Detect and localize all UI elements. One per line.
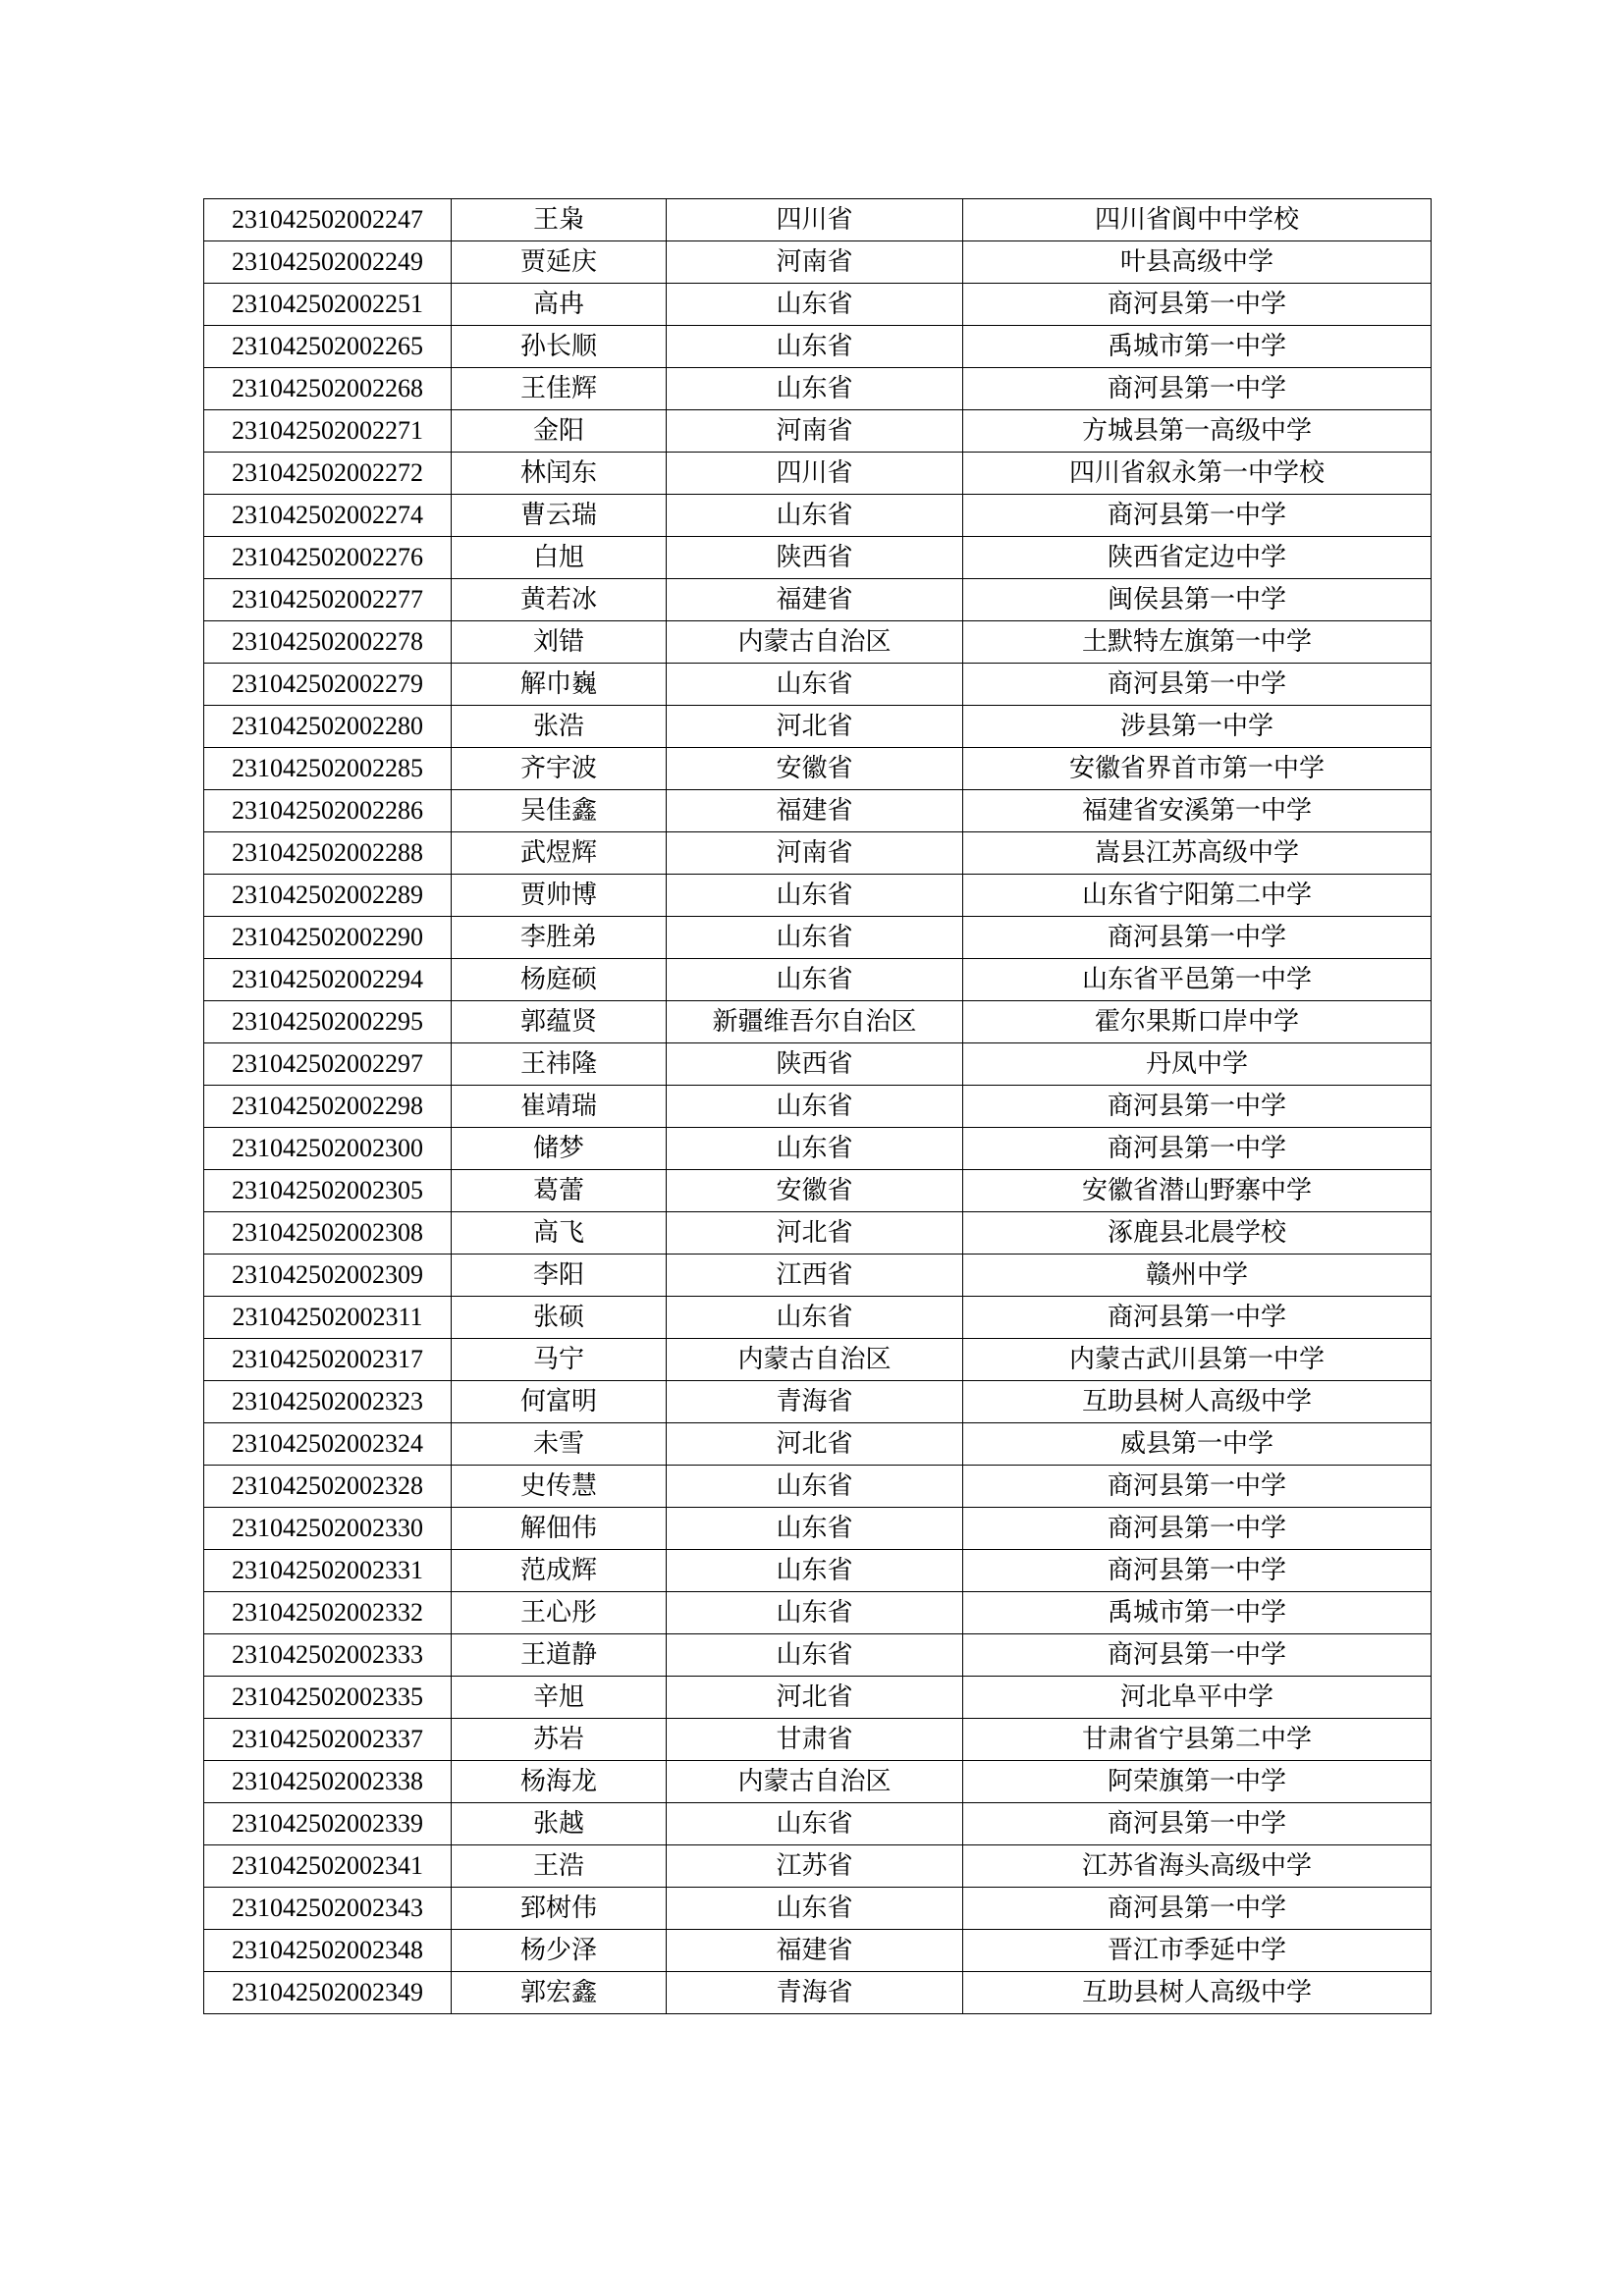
student-list-table bbox=[203, 198, 1432, 2014]
school-cell: 商河县第一中学 bbox=[963, 1086, 1432, 1128]
table-row bbox=[204, 1634, 1432, 1677]
student-name-cell: 武煜辉 bbox=[452, 832, 667, 875]
student-name-cell: 何富明 bbox=[452, 1381, 667, 1423]
school-cell: 涿鹿县北晨学校 bbox=[963, 1212, 1432, 1255]
exam-id-cell: 231042502002280 bbox=[204, 706, 452, 748]
school-cell: 土默特左旗第一中学 bbox=[963, 621, 1432, 664]
province-cell: 新疆维吾尔自治区 bbox=[667, 1001, 963, 1043]
table-row bbox=[204, 199, 1432, 241]
province-cell: 河南省 bbox=[667, 241, 963, 284]
table-row bbox=[204, 706, 1432, 748]
table-row bbox=[204, 790, 1432, 832]
school-cell: 丹凤中学 bbox=[963, 1043, 1432, 1086]
school-cell: 商河县第一中学 bbox=[963, 1550, 1432, 1592]
exam-id-cell: 231042502002265 bbox=[204, 326, 452, 368]
province-cell: 河南省 bbox=[667, 410, 963, 453]
province-cell: 福建省 bbox=[667, 579, 963, 621]
table-row bbox=[204, 326, 1432, 368]
student-name-cell: 解佃伟 bbox=[452, 1508, 667, 1550]
province-cell: 山东省 bbox=[667, 1297, 963, 1339]
student-name-cell: 贾延庆 bbox=[452, 241, 667, 284]
province-cell: 山东省 bbox=[667, 1592, 963, 1634]
exam-id-cell: 231042502002308 bbox=[204, 1212, 452, 1255]
exam-id-cell: 231042502002324 bbox=[204, 1423, 452, 1466]
province-cell: 四川省 bbox=[667, 453, 963, 495]
table-row bbox=[204, 453, 1432, 495]
exam-id-cell: 231042502002331 bbox=[204, 1550, 452, 1592]
exam-id-cell: 231042502002285 bbox=[204, 748, 452, 790]
exam-id-cell: 231042502002271 bbox=[204, 410, 452, 453]
province-cell: 山东省 bbox=[667, 1086, 963, 1128]
exam-id-cell: 231042502002277 bbox=[204, 579, 452, 621]
province-cell: 山东省 bbox=[667, 368, 963, 410]
school-cell: 商河县第一中学 bbox=[963, 495, 1432, 537]
province-cell: 山东省 bbox=[667, 1508, 963, 1550]
province-cell: 山东省 bbox=[667, 1550, 963, 1592]
exam-id-cell: 231042502002298 bbox=[204, 1086, 452, 1128]
exam-id-cell: 231042502002349 bbox=[204, 1972, 452, 2014]
student-name-cell: 王道静 bbox=[452, 1634, 667, 1677]
student-name-cell: 辛旭 bbox=[452, 1677, 667, 1719]
school-cell: 互助县树人高级中学 bbox=[963, 1381, 1432, 1423]
table-row bbox=[204, 1086, 1432, 1128]
exam-id-cell: 231042502002278 bbox=[204, 621, 452, 664]
province-cell: 福建省 bbox=[667, 790, 963, 832]
student-name-cell: 张越 bbox=[452, 1803, 667, 1845]
exam-id-cell: 231042502002295 bbox=[204, 1001, 452, 1043]
exam-id-cell: 231042502002333 bbox=[204, 1634, 452, 1677]
school-cell: 商河县第一中学 bbox=[963, 917, 1432, 959]
province-cell: 山东省 bbox=[667, 326, 963, 368]
school-cell: 商河县第一中学 bbox=[963, 664, 1432, 706]
school-cell: 陕西省定边中学 bbox=[963, 537, 1432, 579]
exam-id-cell: 231042502002330 bbox=[204, 1508, 452, 1550]
exam-id-cell: 231042502002288 bbox=[204, 832, 452, 875]
student-name-cell: 解巾巍 bbox=[452, 664, 667, 706]
table-row bbox=[204, 1845, 1432, 1888]
school-cell: 江苏省海头高级中学 bbox=[963, 1845, 1432, 1888]
province-cell: 江苏省 bbox=[667, 1845, 963, 1888]
table-row bbox=[204, 368, 1432, 410]
table-row bbox=[204, 1972, 1432, 2014]
exam-id-cell: 231042502002328 bbox=[204, 1466, 452, 1508]
province-cell: 安徽省 bbox=[667, 748, 963, 790]
exam-id-cell: 231042502002294 bbox=[204, 959, 452, 1001]
school-cell: 四川省叙永第一中学校 bbox=[963, 453, 1432, 495]
school-cell: 四川省阆中中学校 bbox=[963, 199, 1432, 241]
province-cell: 山东省 bbox=[667, 664, 963, 706]
exam-id-cell: 231042502002323 bbox=[204, 1381, 452, 1423]
table-row bbox=[204, 495, 1432, 537]
school-cell: 霍尔果斯口岸中学 bbox=[963, 1001, 1432, 1043]
school-cell: 商河县第一中学 bbox=[963, 1128, 1432, 1170]
exam-id-cell: 231042502002317 bbox=[204, 1339, 452, 1381]
student-name-cell: 高冉 bbox=[452, 284, 667, 326]
student-name-cell: 崔靖瑞 bbox=[452, 1086, 667, 1128]
student-list-body bbox=[204, 199, 1432, 2014]
school-cell: 商河县第一中学 bbox=[963, 1888, 1432, 1930]
student-name-cell: 王枭 bbox=[452, 199, 667, 241]
exam-id-cell: 231042502002309 bbox=[204, 1255, 452, 1297]
table-row bbox=[204, 748, 1432, 790]
table-row bbox=[204, 664, 1432, 706]
exam-id-cell: 231042502002338 bbox=[204, 1761, 452, 1803]
exam-id-cell: 231042502002300 bbox=[204, 1128, 452, 1170]
school-cell: 方城县第一高级中学 bbox=[963, 410, 1432, 453]
province-cell: 青海省 bbox=[667, 1381, 963, 1423]
exam-id-cell: 231042502002335 bbox=[204, 1677, 452, 1719]
student-name-cell: 李阳 bbox=[452, 1255, 667, 1297]
student-name-cell: 杨少泽 bbox=[452, 1930, 667, 1972]
table-row bbox=[204, 1128, 1432, 1170]
province-cell: 山东省 bbox=[667, 1128, 963, 1170]
table-row bbox=[204, 1381, 1432, 1423]
exam-id-cell: 231042502002286 bbox=[204, 790, 452, 832]
province-cell: 内蒙古自治区 bbox=[667, 1339, 963, 1381]
exam-id-cell: 231042502002305 bbox=[204, 1170, 452, 1212]
province-cell: 内蒙古自治区 bbox=[667, 1761, 963, 1803]
table-row bbox=[204, 1170, 1432, 1212]
school-cell: 福建省安溪第一中学 bbox=[963, 790, 1432, 832]
school-cell: 互助县树人高级中学 bbox=[963, 1972, 1432, 2014]
table-row bbox=[204, 537, 1432, 579]
province-cell: 青海省 bbox=[667, 1972, 963, 2014]
exam-id-cell: 231042502002341 bbox=[204, 1845, 452, 1888]
province-cell: 山东省 bbox=[667, 1466, 963, 1508]
province-cell: 内蒙古自治区 bbox=[667, 621, 963, 664]
school-cell: 阿荣旗第一中学 bbox=[963, 1761, 1432, 1803]
student-name-cell: 刘错 bbox=[452, 621, 667, 664]
province-cell: 山东省 bbox=[667, 284, 963, 326]
exam-id-cell: 231042502002247 bbox=[204, 199, 452, 241]
student-name-cell: 未雪 bbox=[452, 1423, 667, 1466]
school-cell: 晋江市季延中学 bbox=[963, 1930, 1432, 1972]
school-cell: 山东省宁阳第二中学 bbox=[963, 875, 1432, 917]
student-name-cell: 林闰东 bbox=[452, 453, 667, 495]
student-name-cell: 范成辉 bbox=[452, 1550, 667, 1592]
province-cell: 山东省 bbox=[667, 959, 963, 1001]
student-name-cell: 郭宏鑫 bbox=[452, 1972, 667, 2014]
school-cell: 威县第一中学 bbox=[963, 1423, 1432, 1466]
exam-id-cell: 231042502002251 bbox=[204, 284, 452, 326]
school-cell: 甘肃省宁县第二中学 bbox=[963, 1719, 1432, 1761]
student-name-cell: 曹云瑞 bbox=[452, 495, 667, 537]
province-cell: 福建省 bbox=[667, 1930, 963, 1972]
student-name-cell: 储梦 bbox=[452, 1128, 667, 1170]
exam-id-cell: 231042502002337 bbox=[204, 1719, 452, 1761]
province-cell: 甘肃省 bbox=[667, 1719, 963, 1761]
school-cell: 商河县第一中学 bbox=[963, 1466, 1432, 1508]
student-name-cell: 王心彤 bbox=[452, 1592, 667, 1634]
exam-id-cell: 231042502002339 bbox=[204, 1803, 452, 1845]
table-row bbox=[204, 1592, 1432, 1634]
table-row bbox=[204, 1508, 1432, 1550]
province-cell: 山东省 bbox=[667, 917, 963, 959]
student-name-cell: 吴佳鑫 bbox=[452, 790, 667, 832]
school-cell: 安徽省界首市第一中学 bbox=[963, 748, 1432, 790]
province-cell: 山东省 bbox=[667, 1803, 963, 1845]
table-row bbox=[204, 1803, 1432, 1845]
student-name-cell: 杨海龙 bbox=[452, 1761, 667, 1803]
table-row bbox=[204, 1339, 1432, 1381]
table-row bbox=[204, 1550, 1432, 1592]
exam-id-cell: 231042502002272 bbox=[204, 453, 452, 495]
province-cell: 河南省 bbox=[667, 832, 963, 875]
province-cell: 河北省 bbox=[667, 1677, 963, 1719]
exam-id-cell: 231042502002332 bbox=[204, 1592, 452, 1634]
table-row bbox=[204, 410, 1432, 453]
table-row bbox=[204, 621, 1432, 664]
school-cell: 商河县第一中学 bbox=[963, 1508, 1432, 1550]
province-cell: 陕西省 bbox=[667, 1043, 963, 1086]
school-cell: 闽侯县第一中学 bbox=[963, 579, 1432, 621]
province-cell: 山东省 bbox=[667, 875, 963, 917]
school-cell: 涉县第一中学 bbox=[963, 706, 1432, 748]
province-cell: 河北省 bbox=[667, 706, 963, 748]
exam-id-cell: 231042502002290 bbox=[204, 917, 452, 959]
student-name-cell: 王佳辉 bbox=[452, 368, 667, 410]
student-name-cell: 齐宇波 bbox=[452, 748, 667, 790]
table-row bbox=[204, 1423, 1432, 1466]
table-row bbox=[204, 917, 1432, 959]
exam-id-cell: 231042502002311 bbox=[204, 1297, 452, 1339]
student-name-cell: 高飞 bbox=[452, 1212, 667, 1255]
school-cell: 安徽省潜山野寨中学 bbox=[963, 1170, 1432, 1212]
school-cell: 禹城市第一中学 bbox=[963, 1592, 1432, 1634]
school-cell: 商河县第一中学 bbox=[963, 1803, 1432, 1845]
student-name-cell: 金阳 bbox=[452, 410, 667, 453]
school-cell: 山东省平邑第一中学 bbox=[963, 959, 1432, 1001]
province-cell: 四川省 bbox=[667, 199, 963, 241]
student-name-cell: 黄若冰 bbox=[452, 579, 667, 621]
exam-id-cell: 231042502002348 bbox=[204, 1930, 452, 1972]
student-name-cell: 张浩 bbox=[452, 706, 667, 748]
student-name-cell: 王祎隆 bbox=[452, 1043, 667, 1086]
table-row bbox=[204, 1761, 1432, 1803]
exam-id-cell: 231042502002289 bbox=[204, 875, 452, 917]
school-cell: 商河县第一中学 bbox=[963, 1634, 1432, 1677]
student-name-cell: 马宁 bbox=[452, 1339, 667, 1381]
student-name-cell: 史传慧 bbox=[452, 1466, 667, 1508]
student-name-cell: 张硕 bbox=[452, 1297, 667, 1339]
table-row bbox=[204, 1297, 1432, 1339]
exam-id-cell: 231042502002249 bbox=[204, 241, 452, 284]
table-row bbox=[204, 1212, 1432, 1255]
province-cell: 山东省 bbox=[667, 495, 963, 537]
student-name-cell: 郅树伟 bbox=[452, 1888, 667, 1930]
exam-id-cell: 231042502002276 bbox=[204, 537, 452, 579]
table-row bbox=[204, 1888, 1432, 1930]
student-name-cell: 王浩 bbox=[452, 1845, 667, 1888]
province-cell: 山东省 bbox=[667, 1634, 963, 1677]
student-name-cell: 郭蕴贤 bbox=[452, 1001, 667, 1043]
school-cell: 商河县第一中学 bbox=[963, 368, 1432, 410]
table-row bbox=[204, 241, 1432, 284]
school-cell: 商河县第一中学 bbox=[963, 1297, 1432, 1339]
school-cell: 商河县第一中学 bbox=[963, 284, 1432, 326]
table-row bbox=[204, 1255, 1432, 1297]
student-name-cell: 孙长顺 bbox=[452, 326, 667, 368]
table-row bbox=[204, 1930, 1432, 1972]
table-row bbox=[204, 1466, 1432, 1508]
province-cell: 安徽省 bbox=[667, 1170, 963, 1212]
table-row bbox=[204, 1677, 1432, 1719]
province-cell: 山东省 bbox=[667, 1888, 963, 1930]
table-row bbox=[204, 284, 1432, 326]
exam-id-cell: 231042502002297 bbox=[204, 1043, 452, 1086]
table-row bbox=[204, 579, 1432, 621]
table-row bbox=[204, 875, 1432, 917]
table-row bbox=[204, 1001, 1432, 1043]
province-cell: 江西省 bbox=[667, 1255, 963, 1297]
student-name-cell: 葛蕾 bbox=[452, 1170, 667, 1212]
student-name-cell: 苏岩 bbox=[452, 1719, 667, 1761]
exam-id-cell: 231042502002274 bbox=[204, 495, 452, 537]
exam-id-cell: 231042502002343 bbox=[204, 1888, 452, 1930]
table-row bbox=[204, 832, 1432, 875]
province-cell: 陕西省 bbox=[667, 537, 963, 579]
table-row bbox=[204, 1043, 1432, 1086]
exam-id-cell: 231042502002268 bbox=[204, 368, 452, 410]
student-name-cell: 白旭 bbox=[452, 537, 667, 579]
school-cell: 河北阜平中学 bbox=[963, 1677, 1432, 1719]
student-name-cell: 贾帅博 bbox=[452, 875, 667, 917]
school-cell: 嵩县江苏高级中学 bbox=[963, 832, 1432, 875]
table-row bbox=[204, 959, 1432, 1001]
table-row bbox=[204, 1719, 1432, 1761]
province-cell: 河北省 bbox=[667, 1212, 963, 1255]
school-cell: 叶县高级中学 bbox=[963, 241, 1432, 284]
school-cell: 内蒙古武川县第一中学 bbox=[963, 1339, 1432, 1381]
student-name-cell: 李胜弟 bbox=[452, 917, 667, 959]
school-cell: 赣州中学 bbox=[963, 1255, 1432, 1297]
student-name-cell: 杨庭硕 bbox=[452, 959, 667, 1001]
school-cell: 禹城市第一中学 bbox=[963, 326, 1432, 368]
exam-id-cell: 231042502002279 bbox=[204, 664, 452, 706]
province-cell: 河北省 bbox=[667, 1423, 963, 1466]
